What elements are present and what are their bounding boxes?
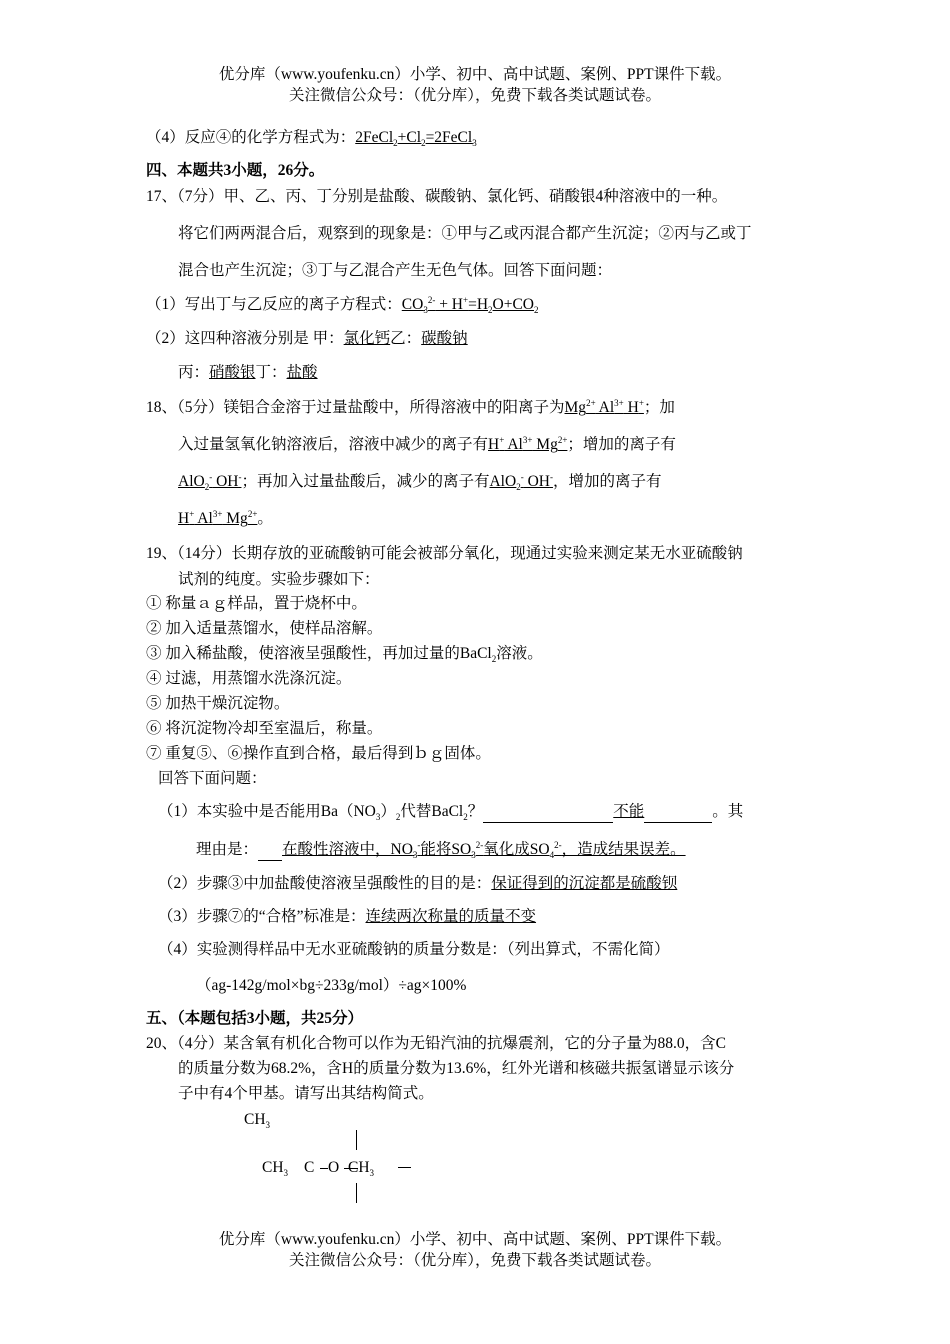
q18-text-1: 18、（5分）镁铝合金溶于过量盐酸中，所得溶液中的阳离子为 bbox=[146, 399, 565, 417]
q19-step-3: ③ 加入稀盐酸，使溶液呈强酸性，再加过量的BaCl$_2$溶液。 bbox=[146, 645, 543, 665]
q19-part1-answer: 不能 bbox=[613, 803, 645, 820]
q20-stem-2: 的质量分数为68.2%，含H的质量分数为13.6%，红外光谱和核磁共振氢谱显示该分 bbox=[178, 1060, 735, 1077]
q19-part2-answer: 保证得到的沉淀都是硫酸钡 bbox=[491, 875, 678, 892]
header-line-1: 优分库（www.youfenku.cn）小学、初中、高中试题、案例、PPT课件下载。 bbox=[218, 66, 732, 83]
section-4-heading: 四、本题共3小题，26分。 bbox=[146, 162, 325, 179]
structure-top-ch3-label: $CH_3$ bbox=[244, 1111, 271, 1131]
q17-bing-label: 丙： bbox=[178, 364, 210, 381]
q19-step-6: ⑥ 将沉淀物冷却至室温后，称量。 bbox=[146, 720, 383, 737]
q19-part4: （4）实验测得样品中无水亚硫酸钠的质量分数是：（列出算式，不需化简） bbox=[158, 941, 670, 958]
q17-answer-ding: 盐酸 bbox=[286, 364, 318, 381]
footer-line-2: 关注微信公众号：（优分库），免费下载各类试题试卷。 bbox=[288, 1252, 661, 1269]
q17-yi-label: 乙： bbox=[390, 330, 422, 347]
q18-answer-3: AlO$_2$- OH- bbox=[178, 472, 242, 493]
q18-text-3: 入过量氢氧化钠溶液后，溶液中减少的离子有 bbox=[178, 436, 489, 454]
q18-text-6: ，增加的离子有 bbox=[552, 473, 662, 491]
structure-o: O bbox=[328, 1159, 340, 1176]
q17-stem-3: 混合也产生沉淀；③丁与乙混合产生无色气体。回答下面问题： bbox=[178, 262, 613, 279]
q19-part1-suffix: 。其 bbox=[712, 803, 744, 820]
q19-step-7: ⑦ 重复⑤、⑥操作直到合格，最后得到ｂｇ固体。 bbox=[146, 745, 491, 762]
q19-part1 bbox=[158, 803, 743, 823]
q18-text-5: ；再加入过量盐酸后，减少的离子有 bbox=[241, 473, 490, 491]
q18-text-4: ；增加的离子有 bbox=[567, 436, 676, 454]
q19-reason-prefix: 理由是： bbox=[196, 841, 259, 859]
q19-part2-prefix: （2）步骤③中加盐酸使溶液呈强酸性的目的是： bbox=[158, 875, 492, 892]
q16-part4-prefix: （4）反应④的化学方程式为： bbox=[146, 129, 356, 146]
q18-answer-5: H+ $Al^{3+}$ $Mg^{2+}$ bbox=[178, 509, 258, 528]
q19-part2 bbox=[158, 875, 677, 894]
q18-answer-1: $Mg^{2+}$ $Al^{3+}$ H+ bbox=[564, 398, 644, 417]
q19-part1-reason-line bbox=[196, 840, 686, 861]
structure-top-ch3 bbox=[244, 1111, 270, 1131]
q19-reason: 在酸性溶液中，$NO_3^-$能将$SO_3^{2-}$氧化成$SO_4^{2-}$，造成结果误差。 bbox=[282, 840, 686, 861]
q19-step-2: ② 加入适量蒸馏水，使样品溶解。 bbox=[146, 620, 383, 637]
q17-part2-line1 bbox=[146, 330, 468, 349]
footer-line-1: 优分库（www.youfenku.cn）小学、初中、高中试题、案例、PPT课件下载。 bbox=[218, 1231, 732, 1248]
q18-line2 bbox=[178, 435, 676, 455]
q17-answer-bing: 硝酸银 bbox=[209, 364, 256, 381]
q17-answer-jia: 氯化钙 bbox=[343, 330, 391, 347]
section-5-heading: 五、（本题包括3小题，共25分） bbox=[146, 1010, 364, 1027]
q17-part2-line2 bbox=[178, 364, 318, 383]
q19-step-5: ⑤ 加热干燥沉淀物。 bbox=[146, 695, 290, 712]
structure-c: C bbox=[304, 1159, 315, 1176]
q19-part3-answer: 连续两次称量的质量不变 bbox=[365, 908, 537, 925]
q20-stem-1: 20、（4分）某含氧有机化合物可以作为无铅汽油的抗爆震剂，它的分子量为88.0，含C bbox=[146, 1035, 726, 1052]
q18-line4: H+ $Al^{3+}$ $Mg^{2+}$。 bbox=[178, 509, 273, 528]
structure-ch3-right: $CH_3$ bbox=[348, 1159, 375, 1179]
q18-line1 bbox=[146, 398, 675, 418]
q19-part3-prefix: （3）步骤⑦的“合格”标准是： bbox=[158, 908, 366, 925]
q19-answer-intro: 回答下面问题： bbox=[158, 770, 267, 787]
q16-part4 bbox=[146, 129, 477, 149]
structure-bond-c-o bbox=[320, 1168, 328, 1169]
q18-line3 bbox=[178, 472, 661, 493]
q17-part1-prefix: （1）写出丁与乙反应的离子方程式： bbox=[146, 296, 402, 314]
header-line-2: 关注微信公众号：（优分库），免费下载各类试题试卷。 bbox=[288, 87, 661, 104]
q17-part2-prefix: （2）这四种溶液分别是 甲： bbox=[146, 330, 344, 347]
structure-bond-bottom bbox=[356, 1183, 357, 1203]
structure-bond-right bbox=[398, 1167, 411, 1168]
q17-stem-2: 将它们两两混合后，观察到的现象是：①甲与乙或丙混合都产生沉淀；②丙与乙或丁 bbox=[178, 225, 752, 242]
q19-step-1: ① 称量ａｇ样品，置于烧杯中。 bbox=[146, 595, 367, 612]
q19-formula: （ag-142g/mol×bg÷233g/mol）÷ag×100% bbox=[196, 977, 467, 994]
q19-step-4: ④ 过滤，用蒸馏水洗涤沉淀。 bbox=[146, 670, 352, 687]
q18-answer-2: H+ $Al^{3+}$ $Mg^{2+}$ bbox=[488, 435, 568, 454]
q20-stem-3: 子中有4个甲基。请写出其结构简式。 bbox=[178, 1085, 434, 1102]
q18-text-2: ；加 bbox=[643, 399, 675, 417]
q17-part1-answer: $CO_3^{2-} + H^+=H_2O+CO_2$ bbox=[401, 295, 539, 316]
structure-bond-top bbox=[356, 1130, 357, 1150]
q17-ding-label: 丁： bbox=[255, 364, 287, 381]
q19-part1-prefix: （1）本实验中是否能用$Ba(NO_3)_2$代替BaCl$_2$？ bbox=[158, 803, 484, 823]
q18-answer-4: AlO$_2$- OH- bbox=[489, 472, 553, 493]
structure-ch3-left: $CH_3$ bbox=[262, 1159, 289, 1179]
q17-answer-yi: 碳酸钠 bbox=[421, 330, 468, 347]
q19-part3 bbox=[158, 908, 536, 927]
q17-part1 bbox=[146, 295, 538, 316]
q16-part4-answer: $2FeCl_2+Cl_2=2FeCl_3$ bbox=[355, 129, 477, 149]
q19-stem-2: 试剂的纯度。实验步骤如下： bbox=[178, 571, 380, 588]
q19-stem-1: 19、（14分）长期存放的亚硫酸钠可能会被部分氧化，现通过实验来测定某无水亚硫酸钠 bbox=[146, 545, 743, 562]
q17-stem-1: 17、（7分）甲、乙、丙、丁分别是盐酸、碳酸钠、氯化钙、硝酸银4种溶液中的一种。 bbox=[146, 188, 728, 205]
